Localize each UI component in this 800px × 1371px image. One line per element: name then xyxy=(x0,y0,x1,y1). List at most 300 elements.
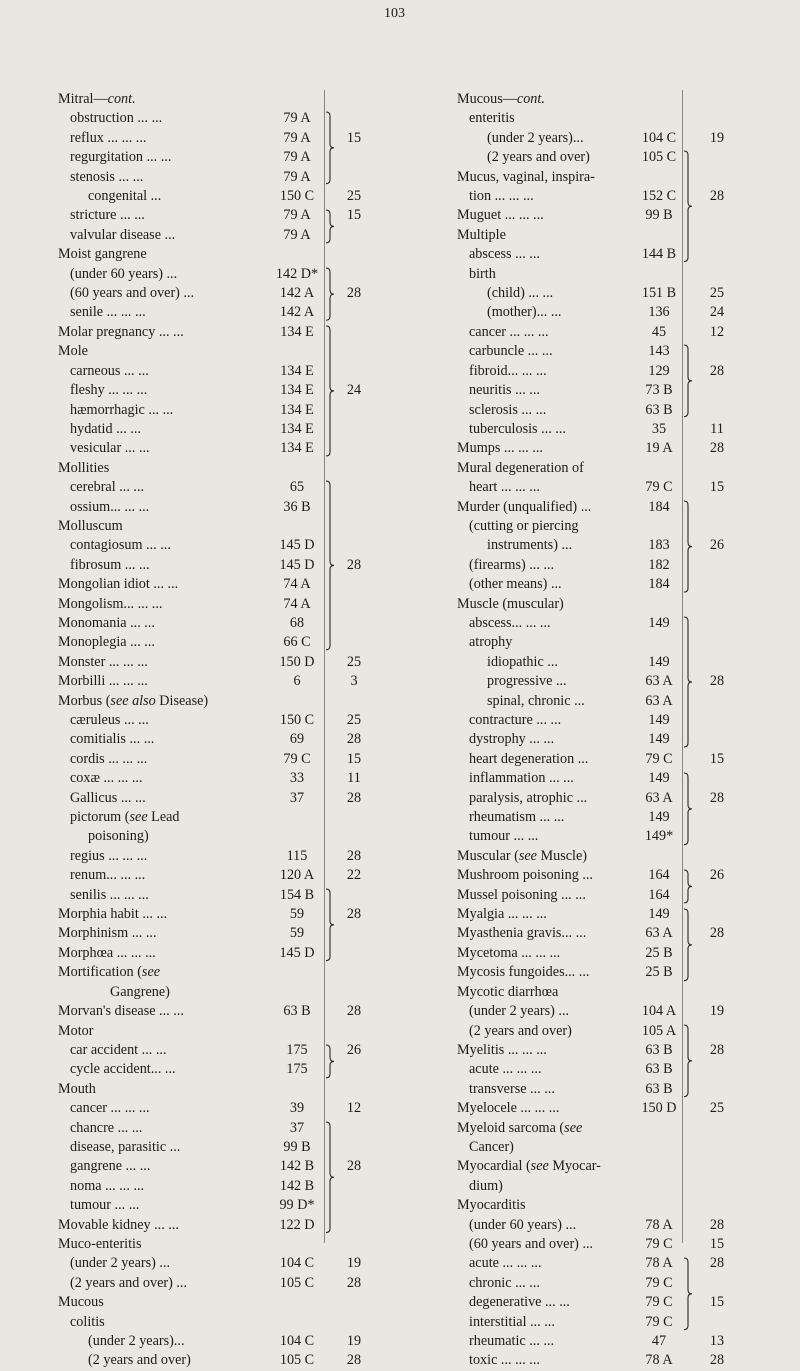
index-entry xyxy=(58,1293,402,1312)
entry-term: abscess ... ... xyxy=(469,246,540,263)
entry-code: 104 A xyxy=(641,1003,677,1020)
page-number: 103 xyxy=(384,6,405,21)
index-entry xyxy=(457,924,800,943)
entry-term: Mongolian idiot ... ... xyxy=(58,576,179,593)
index-entry xyxy=(457,284,800,303)
entry-term: colitis xyxy=(70,1313,105,1330)
index-entry xyxy=(457,1041,800,1060)
entry-term-part: pictorum ( xyxy=(70,809,130,826)
entry-term xyxy=(58,90,136,109)
entry-code: 73 B xyxy=(645,382,673,399)
index-entry xyxy=(58,1177,402,1196)
entry-code: 63 B xyxy=(645,1041,673,1058)
entry-term: tuberculosis ... ... xyxy=(469,420,566,437)
index-entry xyxy=(457,401,800,420)
index-entry xyxy=(457,905,800,924)
entry-term: poisoning) xyxy=(88,828,149,845)
index-entry xyxy=(58,381,402,400)
entry-number: 26 xyxy=(709,537,725,554)
entry-term: paralysis, atrophic ... xyxy=(469,789,588,806)
entry-term: Multiple xyxy=(457,226,506,243)
group-bracket xyxy=(325,1122,337,1233)
entry-number: 12 xyxy=(709,323,725,340)
entry-term: renum... ... ... xyxy=(70,867,146,884)
entry-term: abscess... ... ... xyxy=(469,614,551,631)
index-entry xyxy=(457,459,800,478)
entry-code: 145 D xyxy=(279,537,315,554)
index-entry xyxy=(457,245,800,264)
group-bracket xyxy=(683,501,695,592)
entry-term: valvular disease ... xyxy=(70,226,176,243)
entry-term: interstitial ... ... xyxy=(469,1313,555,1330)
entry-code: 99 B xyxy=(645,207,673,224)
entry-term: progressive ... xyxy=(487,673,567,690)
entry-number: 28 xyxy=(346,731,362,748)
entry-code: 79 C xyxy=(645,1313,673,1330)
index-entry xyxy=(457,498,800,517)
index-entry xyxy=(457,827,800,846)
index-entry xyxy=(58,769,402,788)
entry-term: tumour ... ... xyxy=(469,828,539,845)
entry-code: 150 D xyxy=(279,653,315,670)
index-entry xyxy=(58,789,402,808)
entry-term-part: see xyxy=(141,964,161,981)
entry-term: transverse ... ... xyxy=(469,1080,555,1097)
entry-term: Mouth xyxy=(58,1080,96,1097)
entry-term: Myasthenia gravis... ... xyxy=(457,925,587,942)
entry-number: 28 xyxy=(346,1274,362,1291)
entry-term: Mycosis fungoides... ... xyxy=(457,964,590,981)
index-entry xyxy=(58,303,402,322)
entry-term: Mussel poisoning ... ... xyxy=(457,886,586,903)
index-entry xyxy=(58,750,402,769)
entry-term: fibrosum ... ... xyxy=(70,556,150,573)
index-entry xyxy=(457,730,800,749)
entry-term: comitialis ... ... xyxy=(70,731,155,748)
entry-term: Cancer) xyxy=(469,1138,514,1155)
index-entry xyxy=(457,1196,800,1215)
index-entry xyxy=(457,575,800,594)
entry-number: 28 xyxy=(346,1158,362,1175)
index-entry xyxy=(457,556,800,575)
index-entry xyxy=(58,1254,402,1273)
entry-term: disease, parasitic ... xyxy=(70,1138,181,1155)
index-entry xyxy=(457,420,800,439)
entry-code: 134 E xyxy=(280,401,314,418)
entry-term: stenosis ... ... xyxy=(70,168,144,185)
entry-number: 28 xyxy=(709,1041,725,1058)
entry-term: Mucus, vaginal, inspira- xyxy=(457,168,595,185)
entry-number: 19 xyxy=(346,1333,362,1349)
index-entry xyxy=(58,1313,402,1332)
entry-term xyxy=(58,692,208,711)
entry-term-part: see also xyxy=(110,692,156,709)
index-entry xyxy=(457,168,800,187)
entry-term: Mycotic diarrhœa xyxy=(457,983,559,1000)
entry-code: 39 xyxy=(289,1100,305,1117)
index-entry xyxy=(457,1216,800,1235)
entry-term: Gangrene) xyxy=(110,983,170,1000)
index-entry xyxy=(58,866,402,885)
entry-term: Morbilli ... ... ... xyxy=(58,673,148,690)
entry-code: 150 D xyxy=(641,1100,677,1117)
entry-code: 59 xyxy=(289,925,305,942)
entry-code: 149 xyxy=(648,906,670,923)
entry-code: 145 D xyxy=(279,944,315,961)
index-entry xyxy=(457,692,800,711)
entry-term: spinal, chronic ... xyxy=(487,692,585,709)
entry-number: 28 xyxy=(709,1216,725,1233)
entry-code: 74 A xyxy=(283,576,311,593)
entry-code: 152 C xyxy=(641,188,677,205)
entry-term: Muguet ... ... ... xyxy=(457,207,544,224)
entry-term: neuritis ... ... xyxy=(469,382,540,399)
entry-code: 134 E xyxy=(280,440,314,457)
index-entry xyxy=(58,265,402,284)
entry-code: 79 A xyxy=(283,207,311,224)
group-bracket xyxy=(325,112,337,184)
entry-code: 79 A xyxy=(283,226,311,243)
entry-code: 79 A xyxy=(283,168,311,185)
entry-term xyxy=(70,808,180,827)
entry-code: 164 xyxy=(648,867,670,884)
entry-code: 79 C xyxy=(645,479,673,496)
index-entry xyxy=(457,769,800,788)
entry-code: 19 A xyxy=(645,440,673,457)
entry-number: 22 xyxy=(346,867,362,884)
index-entry xyxy=(457,109,800,128)
entry-number: 15 xyxy=(709,479,725,496)
entry-number: 19 xyxy=(709,129,725,146)
entry-term: (cutting or piercing xyxy=(469,517,579,534)
index-entry xyxy=(457,536,800,555)
entry-term: Muco-enteritis xyxy=(58,1235,142,1252)
entry-code: 134 E xyxy=(280,362,314,379)
entry-code: 78 A xyxy=(645,1352,673,1369)
entry-term: atrophy xyxy=(469,634,513,651)
index-entry xyxy=(58,498,402,517)
entry-code: 6 xyxy=(293,673,301,690)
entry-term-part: Myocar- xyxy=(548,1158,601,1175)
entry-term: tion ... ... ... xyxy=(469,188,534,205)
index-entry xyxy=(58,226,402,245)
entry-code: 79 A xyxy=(283,149,311,166)
entry-term: fleshy ... ... ... xyxy=(70,382,148,399)
entry-term: reflux ... ... ... xyxy=(70,129,147,146)
index-entry xyxy=(457,886,800,905)
entry-code: 79 C xyxy=(645,1294,673,1311)
index-entry xyxy=(58,556,402,575)
entry-code: 183 xyxy=(648,537,670,554)
entry-term: Monoplegia ... ... xyxy=(58,634,155,651)
entry-code: 143 xyxy=(648,343,670,360)
index-entry xyxy=(457,1313,800,1332)
index-entry xyxy=(457,342,800,361)
entry-number: 15 xyxy=(709,750,725,767)
entry-term-part: Myeloid sarcoma ( xyxy=(457,1119,565,1136)
entry-term: cæruleus ... ... xyxy=(70,712,149,728)
entry-term-part: see xyxy=(518,847,537,864)
entry-term: chronic ... ... xyxy=(469,1274,540,1291)
entry-code: 142 D* xyxy=(275,265,319,282)
index-entry xyxy=(457,1138,800,1157)
entry-term: (2 years and over) xyxy=(487,149,590,166)
index-entry xyxy=(457,226,800,245)
entry-number: 28 xyxy=(346,906,362,923)
entry-code: 25 B xyxy=(645,944,673,961)
entry-term: acute ... ... ... xyxy=(469,1255,542,1272)
index-entry xyxy=(457,1293,800,1312)
entry-term: car accident ... ... xyxy=(70,1041,167,1058)
entry-code: 33 xyxy=(289,770,305,787)
entry-term: Mongolism... ... ... xyxy=(58,595,163,612)
group-bracket xyxy=(325,326,337,456)
entry-term: contagiosum ... ... xyxy=(70,537,171,554)
entry-code: 74 A xyxy=(283,595,311,612)
entry-number: 26 xyxy=(346,1041,362,1058)
entry-code: 134 E xyxy=(280,323,314,340)
index-entry xyxy=(58,692,402,711)
index-entry xyxy=(58,90,402,109)
entry-number: 15 xyxy=(346,750,362,767)
index-entry xyxy=(58,575,402,594)
entry-number: 24 xyxy=(346,382,362,399)
entry-term: hydatid ... ... xyxy=(70,420,141,437)
index-entry xyxy=(58,1274,402,1293)
entry-term: Myalgia ... ... ... xyxy=(457,906,547,923)
entry-term: Mumps ... ... ... xyxy=(457,440,543,457)
index-entry xyxy=(457,517,800,536)
entry-code: 63 A xyxy=(645,673,673,690)
entry-code: 79 C xyxy=(283,750,311,767)
group-bracket xyxy=(683,1258,695,1330)
index-entry xyxy=(457,866,800,885)
group-bracket xyxy=(683,870,695,903)
index-entry xyxy=(58,827,402,846)
entry-code: 37 xyxy=(289,789,305,806)
index-entry xyxy=(58,847,402,866)
index-entry xyxy=(58,1235,402,1254)
entry-number: 3 xyxy=(350,673,358,690)
group-bracket xyxy=(683,773,695,845)
index-entry xyxy=(457,750,800,769)
index-entry xyxy=(457,1022,800,1041)
index-entry xyxy=(58,245,402,264)
entry-number: 15 xyxy=(346,207,362,224)
entry-term: carbuncle ... ... xyxy=(469,343,553,360)
entry-term: carneous ... ... xyxy=(70,362,149,379)
index-entry xyxy=(58,187,402,206)
entry-term: Molar pregnancy ... ... xyxy=(58,323,184,340)
entry-code: 79 A xyxy=(283,110,311,127)
entry-term: contracture ... ... xyxy=(469,712,562,728)
entry-code: 63 B xyxy=(283,1003,311,1020)
entry-number: 28 xyxy=(709,440,725,457)
entry-code: 68 xyxy=(289,614,305,631)
entry-code: 149 xyxy=(648,653,670,670)
index-entry xyxy=(457,711,800,730)
index-entry xyxy=(58,439,402,458)
entry-code: 105 C xyxy=(279,1274,315,1291)
index-entry xyxy=(457,148,800,167)
index-entry xyxy=(58,711,402,730)
index-entry xyxy=(457,789,800,808)
entry-term: (child) ... ... xyxy=(487,285,554,302)
entry-code: 134 E xyxy=(280,420,314,437)
index-entry xyxy=(58,206,402,225)
entry-code: 37 xyxy=(289,1119,305,1136)
entry-code: 144 B xyxy=(641,246,677,263)
entry-code: 154 B xyxy=(279,886,315,903)
entry-term: (mother)... ... xyxy=(487,304,562,321)
entry-term: birth xyxy=(469,265,496,282)
entry-term: enteritis xyxy=(469,110,515,127)
entry-code: 59 xyxy=(289,906,305,923)
entry-code: 105 C xyxy=(279,1352,315,1369)
index-entry xyxy=(457,1080,800,1099)
entry-term: (under 2 years)... xyxy=(487,129,584,146)
index-entry xyxy=(58,1099,402,1118)
index-entry xyxy=(457,439,800,458)
entry-code: 151 B xyxy=(641,285,677,302)
entry-number: 28 xyxy=(346,285,362,302)
entry-term: fibroid... ... ... xyxy=(469,362,547,379)
entry-code: 78 A xyxy=(645,1255,673,1272)
entry-term: Murder (unqualified) ... xyxy=(457,498,592,515)
entry-term-part: see xyxy=(564,1119,583,1136)
entry-code: 104 C xyxy=(279,1333,315,1349)
index-entry xyxy=(457,1235,800,1254)
entry-number: 28 xyxy=(709,925,725,942)
entry-term: Myocarditis xyxy=(457,1197,526,1214)
entry-number: 15 xyxy=(709,1235,725,1252)
index-entry xyxy=(58,653,402,672)
entry-code: 184 xyxy=(648,576,670,593)
entry-term: (under 60 years) ... xyxy=(469,1216,577,1233)
entry-code: 149 xyxy=(648,731,670,748)
entry-term: cancer ... ... ... xyxy=(469,323,549,340)
entry-term: Mycetoma ... ... ... xyxy=(457,944,561,961)
index-entry xyxy=(58,1080,402,1099)
entry-term: Motor xyxy=(58,1022,94,1039)
index-entry xyxy=(58,420,402,439)
entry-term: degenerative ... ... xyxy=(469,1294,570,1311)
entry-term: (2 years and over) xyxy=(88,1352,191,1369)
entry-term: rheumatic ... ... xyxy=(469,1333,555,1349)
entry-term: Morphinism ... ... xyxy=(58,925,157,942)
index-entry xyxy=(457,206,800,225)
index-entry xyxy=(58,905,402,924)
entry-term-part: Lead xyxy=(147,809,180,826)
index-entry xyxy=(457,1099,800,1118)
entry-code: 134 E xyxy=(280,382,314,399)
entry-code: 149 xyxy=(648,809,670,826)
index-entry xyxy=(457,963,800,982)
entry-code: 79 C xyxy=(645,750,673,767)
index-entry xyxy=(58,1332,402,1351)
entry-term: Myelocele ... ... ... xyxy=(457,1100,560,1117)
index-entry xyxy=(457,1332,800,1351)
entry-number: 28 xyxy=(709,188,725,205)
entry-term: cycle accident... ... xyxy=(70,1061,176,1078)
entry-term: senilis ... ... ... xyxy=(70,886,149,903)
entry-number: 28 xyxy=(709,362,725,379)
entry-number: 24 xyxy=(709,304,725,321)
entry-number: 28 xyxy=(709,673,725,690)
index-entry xyxy=(58,459,402,478)
entry-code: 66 C xyxy=(283,634,311,651)
entry-number: 25 xyxy=(709,1100,725,1117)
group-bracket xyxy=(325,1045,337,1078)
entry-term-part: Muscular ( xyxy=(457,847,519,864)
index-entry xyxy=(58,886,402,905)
entry-term: idiopathic ... xyxy=(487,653,558,670)
entry-number: 28 xyxy=(709,789,725,806)
entry-term: Muscle (muscular) xyxy=(457,595,564,612)
index-entry xyxy=(457,808,800,827)
index-entry xyxy=(58,478,402,497)
entry-term: Movable kidney ... ... xyxy=(58,1216,179,1233)
index-entry xyxy=(58,129,402,148)
entry-term: cerebral ... ... xyxy=(70,479,145,496)
entry-term-part: see xyxy=(129,809,148,826)
entry-number: 28 xyxy=(346,789,362,806)
entry-term xyxy=(457,847,587,866)
entry-code: 175 xyxy=(286,1061,308,1078)
entry-term: Gallicus ... ... xyxy=(70,789,146,806)
entry-code: 104 C xyxy=(641,129,677,146)
index-entry xyxy=(58,1002,402,1021)
entry-term: regius ... ... ... xyxy=(70,847,148,864)
index-entry xyxy=(58,614,402,633)
entry-term xyxy=(457,1157,601,1176)
entry-term: Monster ... ... ... xyxy=(58,653,148,670)
entry-code: 136 xyxy=(648,304,670,321)
entry-term-part: see xyxy=(530,1158,549,1175)
entry-term xyxy=(58,963,160,982)
entry-number: 28 xyxy=(709,1352,725,1369)
entry-term-part: Muscle) xyxy=(536,847,588,864)
entry-term: vesicular ... ... xyxy=(70,440,150,457)
index-entry xyxy=(457,323,800,342)
index-entry xyxy=(58,342,402,361)
index-entry xyxy=(457,595,800,614)
entry-term: (under 2 years)... xyxy=(88,1333,185,1349)
entry-code: 45 xyxy=(651,323,667,340)
entry-term: Molluscum xyxy=(58,517,123,534)
entry-term: coxæ ... ... ... xyxy=(70,770,143,787)
entry-term-part: Myocardial ( xyxy=(457,1158,531,1175)
entry-term: senile ... ... ... xyxy=(70,304,146,321)
index-entry xyxy=(457,1002,800,1021)
entry-code: 142 B xyxy=(279,1158,315,1175)
index-entry xyxy=(58,595,402,614)
entry-term: Mural degeneration of xyxy=(457,459,584,476)
entry-term: (2 years and over) xyxy=(469,1022,572,1039)
index-entry xyxy=(457,633,800,652)
group-bracket xyxy=(683,1025,695,1097)
index-entry xyxy=(58,808,402,827)
entry-code: 149 xyxy=(648,770,670,787)
entry-code: 105 C xyxy=(641,149,677,166)
entry-term: Mollities xyxy=(58,459,110,476)
entry-term: dystrophy ... ... xyxy=(469,731,555,748)
index-entry xyxy=(58,362,402,381)
entry-term: obstruction ... ... xyxy=(70,110,163,127)
index-entry xyxy=(457,847,800,866)
entry-code: 79 C xyxy=(645,1235,673,1252)
entry-number: 13 xyxy=(709,1333,725,1349)
